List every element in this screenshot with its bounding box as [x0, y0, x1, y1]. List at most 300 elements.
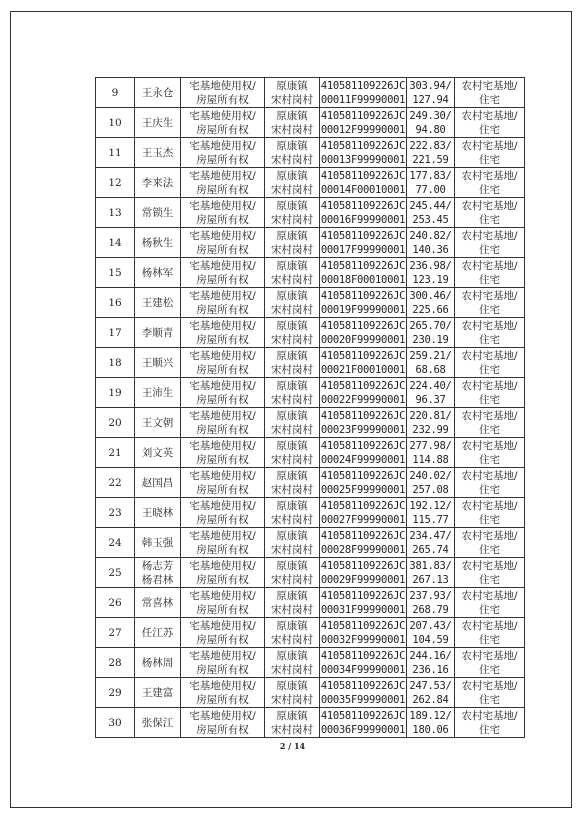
owner-name-cell — [135, 708, 181, 738]
location-cell — [265, 258, 320, 288]
table-row — [96, 138, 525, 168]
area-cell-line: 253.45 — [412, 213, 449, 226]
parcel-code-cell-line: 00014F00010001 — [320, 183, 406, 196]
right-type-cell-line: 宅基地使用权/ — [189, 289, 256, 302]
area-cell — [407, 108, 455, 138]
parcel-code-cell-line: 00034F99990001 — [320, 663, 406, 676]
parcel-code-cell-line: 00020F99990001 — [320, 333, 406, 346]
land-use-cell-line: 住宅 — [479, 483, 500, 496]
parcel-code-cell — [320, 78, 407, 108]
land-use-cell-line: 住宅 — [479, 213, 500, 226]
owner-name-cell — [135, 288, 181, 318]
location-cell-line: 原康镇 — [276, 169, 308, 182]
land-use-cell-line: 农村宅基地/ — [461, 559, 518, 572]
table-row — [96, 588, 525, 618]
location-cell-line: 原康镇 — [276, 349, 308, 362]
table-row — [96, 168, 525, 198]
parcel-code-cell — [320, 108, 407, 138]
right-type-cell-line: 宅基地使用权/ — [189, 679, 256, 692]
owner-name-cell-line: 王晓林 — [141, 506, 174, 519]
right-type-cell — [181, 228, 265, 258]
row-number-cell: 26 — [96, 588, 135, 618]
table-row — [96, 438, 525, 468]
parcel-code-cell-line: 00011F99990001 — [320, 93, 406, 106]
parcel-code-cell-line: 410581109226JC — [320, 439, 406, 452]
location-cell-line: 宋村岗村 — [271, 123, 313, 136]
owner-name-cell — [135, 138, 181, 168]
table-row — [96, 228, 525, 258]
table-row — [96, 558, 525, 588]
location-cell — [265, 408, 320, 438]
land-use-cell-line: 农村宅基地/ — [461, 679, 518, 692]
location-cell-line: 宋村岗村 — [271, 273, 313, 286]
right-type-cell-line: 宅基地使用权/ — [189, 319, 256, 332]
location-cell-line: 宋村岗村 — [271, 633, 313, 646]
right-type-cell — [181, 588, 265, 618]
parcel-code-cell — [320, 258, 407, 288]
land-use-cell — [455, 318, 525, 348]
owner-name-cell-line: 常喜林 — [141, 596, 174, 609]
right-type-cell — [181, 468, 265, 498]
parcel-code-cell-line: 410581109226JC — [320, 259, 406, 272]
owner-name-cell-line: 王建富 — [141, 686, 174, 699]
land-use-cell-line: 住宅 — [479, 723, 500, 736]
area-cell-line: 267.13 — [412, 573, 449, 586]
table-row — [96, 378, 525, 408]
right-type-cell-line: 宅基地使用权/ — [189, 139, 256, 152]
parcel-code-cell-line: 410581109226JC — [320, 169, 406, 182]
location-cell — [265, 198, 320, 228]
location-cell-line: 宋村岗村 — [271, 573, 313, 586]
owner-name-cell — [135, 588, 181, 618]
location-cell — [265, 108, 320, 138]
right-type-cell-line: 宅基地使用权/ — [189, 409, 256, 422]
row-number-cell: 10 — [96, 108, 135, 138]
parcel-code-cell — [320, 378, 407, 408]
right-type-cell-line: 宅基地使用权/ — [189, 439, 256, 452]
right-type-cell-line: 房屋所有权 — [196, 123, 249, 136]
land-use-cell-line: 农村宅基地/ — [461, 259, 518, 272]
area-cell-line: 381.83/ — [409, 559, 452, 572]
right-type-cell — [181, 678, 265, 708]
table-row — [96, 618, 525, 648]
right-type-cell-line: 房屋所有权 — [196, 393, 249, 406]
area-cell-line: 94.80 — [415, 123, 446, 136]
table-row — [96, 408, 525, 438]
location-cell-line: 原康镇 — [276, 409, 308, 422]
right-type-cell-line: 房屋所有权 — [196, 153, 249, 166]
parcel-code-cell-line: 410581109226JC — [320, 409, 406, 422]
land-use-cell — [455, 288, 525, 318]
land-use-cell-line: 住宅 — [479, 423, 500, 436]
table-row — [96, 708, 525, 738]
owner-name-cell — [135, 558, 181, 588]
owner-name-cell — [135, 228, 181, 258]
row-number-cell: 19 — [96, 378, 135, 408]
land-use-cell-line: 住宅 — [479, 663, 500, 676]
row-number-cell: 11 — [96, 138, 135, 168]
parcel-code-cell-line: 00017F99990001 — [320, 243, 406, 256]
land-use-cell — [455, 78, 525, 108]
area-cell-line: 96.37 — [415, 393, 446, 406]
area-cell-line: 225.66 — [412, 303, 449, 316]
land-use-cell-line: 住宅 — [479, 363, 500, 376]
area-cell — [407, 558, 455, 588]
row-number-cell: 24 — [96, 528, 135, 558]
area-cell — [407, 168, 455, 198]
right-type-cell-line: 房屋所有权 — [196, 483, 249, 496]
owner-name-cell-line: 赵国昌 — [141, 476, 174, 489]
right-type-cell — [181, 318, 265, 348]
area-cell-line: 140.36 — [412, 243, 449, 256]
location-cell — [265, 618, 320, 648]
right-type-cell-line: 宅基地使用权/ — [189, 649, 256, 662]
location-cell-line: 原康镇 — [276, 469, 308, 482]
owner-name-cell — [135, 258, 181, 288]
owner-name-cell — [135, 438, 181, 468]
owner-name-cell-line: 杨林军 — [141, 266, 174, 279]
parcel-code-cell-line: 410581109226JC — [320, 199, 406, 212]
parcel-code-cell — [320, 498, 407, 528]
right-type-cell-line: 宅基地使用权/ — [189, 199, 256, 212]
owner-name-cell-line: 王庆生 — [141, 116, 174, 129]
table-row — [96, 198, 525, 228]
area-cell-line: 237.93/ — [409, 589, 452, 602]
area-cell-line: 300.46/ — [409, 289, 452, 302]
parcel-code-cell-line: 00027F99990001 — [320, 513, 406, 526]
area-cell — [407, 588, 455, 618]
location-cell — [265, 228, 320, 258]
land-use-cell — [455, 618, 525, 648]
right-type-cell-line: 宅基地使用权/ — [189, 469, 256, 482]
land-use-cell-line: 住宅 — [479, 693, 500, 706]
owner-name-cell — [135, 678, 181, 708]
location-cell-line: 原康镇 — [276, 679, 308, 692]
parcel-code-cell-line: 00016F99990001 — [320, 213, 406, 226]
location-cell — [265, 678, 320, 708]
row-number-cell: 20 — [96, 408, 135, 438]
land-use-cell-line: 农村宅基地/ — [461, 289, 518, 302]
parcel-code-cell-line: 00035F99990001 — [320, 693, 406, 706]
row-number-cell: 23 — [96, 498, 135, 528]
location-cell-line: 宋村岗村 — [271, 213, 313, 226]
table-row — [96, 258, 525, 288]
land-use-cell — [455, 168, 525, 198]
land-use-cell-line: 农村宅基地/ — [461, 169, 518, 182]
parcel-code-cell — [320, 408, 407, 438]
parcel-code-cell-line: 410581109226JC — [320, 559, 406, 572]
parcel-code-cell — [320, 528, 407, 558]
parcel-code-cell-line: 00023F99990001 — [320, 423, 406, 436]
area-cell — [407, 468, 455, 498]
location-cell-line: 原康镇 — [276, 79, 308, 92]
land-use-cell — [455, 678, 525, 708]
area-cell-line: 262.84 — [412, 693, 449, 706]
area-cell — [407, 618, 455, 648]
location-cell — [265, 138, 320, 168]
land-use-cell-line: 住宅 — [479, 573, 500, 586]
land-use-cell-line: 农村宅基地/ — [461, 139, 518, 152]
land-use-cell — [455, 108, 525, 138]
land-use-cell — [455, 708, 525, 738]
right-type-cell-line: 房屋所有权 — [196, 333, 249, 346]
area-cell-line: 221.59 — [412, 153, 449, 166]
parcel-code-cell-line: 410581109226JC — [320, 709, 406, 722]
land-use-cell-line: 农村宅基地/ — [461, 469, 518, 482]
owner-name-cell-line: 杨志芳 — [141, 559, 174, 572]
location-cell — [265, 348, 320, 378]
right-type-cell — [181, 138, 265, 168]
right-type-cell — [181, 378, 265, 408]
land-use-cell-line: 住宅 — [479, 153, 500, 166]
parcel-code-cell-line: 410581109226JC — [320, 229, 406, 242]
location-cell-line: 宋村岗村 — [271, 543, 313, 556]
area-cell — [407, 288, 455, 318]
right-type-cell-line: 房屋所有权 — [196, 693, 249, 706]
right-type-cell-line: 房屋所有权 — [196, 363, 249, 376]
location-cell-line: 原康镇 — [276, 499, 308, 512]
area-cell-line: 240.82/ — [409, 229, 452, 242]
right-type-cell-line: 宅基地使用权/ — [189, 379, 256, 392]
parcel-code-cell-line: 410581109226JC — [320, 649, 406, 662]
parcel-code-cell-line: 410581109226JC — [320, 139, 406, 152]
location-cell-line: 原康镇 — [276, 379, 308, 392]
right-type-cell-line: 房屋所有权 — [196, 513, 249, 526]
parcel-code-cell-line: 410581109226JC — [320, 319, 406, 332]
land-use-cell — [455, 138, 525, 168]
area-cell-line: 104.59 — [412, 633, 449, 646]
page-number: 2 / 14 — [279, 741, 306, 751]
land-use-cell-line: 住宅 — [479, 453, 500, 466]
right-type-cell-line: 宅基地使用权/ — [189, 529, 256, 542]
location-cell-line: 原康镇 — [276, 139, 308, 152]
land-use-cell — [455, 378, 525, 408]
area-cell — [407, 198, 455, 228]
owner-name-cell — [135, 468, 181, 498]
parcel-code-cell-line: 410581109226JC — [320, 349, 406, 362]
parcel-code-cell — [320, 588, 407, 618]
land-use-cell — [455, 648, 525, 678]
right-type-cell-line: 宅基地使用权/ — [189, 79, 256, 92]
location-cell — [265, 528, 320, 558]
owner-name-cell-line: 常锁生 — [141, 206, 174, 219]
land-use-cell-line: 农村宅基地/ — [461, 349, 518, 362]
right-type-cell — [181, 438, 265, 468]
right-type-cell — [181, 498, 265, 528]
land-use-cell — [455, 408, 525, 438]
location-cell-line: 宋村岗村 — [271, 333, 313, 346]
owner-name-cell-line: 王顺兴 — [141, 356, 174, 369]
right-type-cell-line: 宅基地使用权/ — [189, 499, 256, 512]
right-type-cell — [181, 618, 265, 648]
right-type-cell-line: 宅基地使用权/ — [189, 229, 256, 242]
owner-name-cell — [135, 108, 181, 138]
owner-name-cell-line: 张保江 — [141, 716, 174, 729]
land-use-cell-line: 住宅 — [479, 543, 500, 556]
location-cell-line: 宋村岗村 — [271, 243, 313, 256]
right-type-cell — [181, 708, 265, 738]
land-use-cell-line: 农村宅基地/ — [461, 79, 518, 92]
location-cell-line: 原康镇 — [276, 289, 308, 302]
parcel-code-cell — [320, 288, 407, 318]
parcel-code-cell-line: 410581109226JC — [320, 109, 406, 122]
right-type-cell-line: 房屋所有权 — [196, 423, 249, 436]
land-use-cell-line: 住宅 — [479, 183, 500, 196]
right-type-cell-line: 宅基地使用权/ — [189, 559, 256, 572]
parcel-code-cell-line: 410581109226JC — [320, 79, 406, 92]
parcel-code-cell — [320, 558, 407, 588]
land-use-cell-line: 农村宅基地/ — [461, 229, 518, 242]
parcel-code-cell — [320, 708, 407, 738]
location-cell-line: 宋村岗村 — [271, 393, 313, 406]
area-cell-line: 77.00 — [415, 183, 446, 196]
parcel-code-cell-line: 00019F99990001 — [320, 303, 406, 316]
parcel-code-cell-line: 00032F99990001 — [320, 633, 406, 646]
owner-name-cell-line: 任江苏 — [141, 626, 174, 639]
area-cell — [407, 498, 455, 528]
location-cell — [265, 168, 320, 198]
parcel-code-cell-line: 410581109226JC — [320, 469, 406, 482]
land-use-cell-line: 农村宅基地/ — [461, 499, 518, 512]
location-cell-line: 原康镇 — [276, 709, 308, 722]
row-number-cell: 18 — [96, 348, 135, 378]
owner-name-cell — [135, 168, 181, 198]
area-cell-line: 68.68 — [415, 363, 446, 376]
parcel-code-cell-line: 410581109226JC — [320, 289, 406, 302]
location-cell — [265, 648, 320, 678]
owner-name-cell — [135, 348, 181, 378]
table-row — [96, 108, 525, 138]
parcel-code-cell — [320, 138, 407, 168]
parcel-code-cell-line: 410581109226JC — [320, 619, 406, 632]
right-type-cell — [181, 108, 265, 138]
row-number-cell: 14 — [96, 228, 135, 258]
land-use-cell — [455, 258, 525, 288]
land-use-cell-line: 住宅 — [479, 393, 500, 406]
owner-name-cell-line: 韩玉强 — [141, 536, 174, 549]
land-use-cell-line: 农村宅基地/ — [461, 439, 518, 452]
row-number-cell: 28 — [96, 648, 135, 678]
area-cell-line: 303.94/ — [409, 79, 452, 92]
land-use-cell — [455, 498, 525, 528]
right-type-cell-line: 房屋所有权 — [196, 603, 249, 616]
location-cell-line: 宋村岗村 — [271, 663, 313, 676]
location-cell-line: 宋村岗村 — [271, 693, 313, 706]
parcel-code-cell — [320, 618, 407, 648]
area-cell-line: 259.21/ — [409, 349, 452, 362]
location-cell-line: 宋村岗村 — [271, 153, 313, 166]
location-cell-line: 宋村岗村 — [271, 513, 313, 526]
land-use-cell-line: 住宅 — [479, 603, 500, 616]
owner-name-cell — [135, 528, 181, 558]
location-cell-line: 原康镇 — [276, 559, 308, 572]
right-type-cell — [181, 648, 265, 678]
right-type-cell-line: 房屋所有权 — [196, 453, 249, 466]
owner-name-cell-line: 李来法 — [141, 176, 174, 189]
land-use-cell-line: 住宅 — [479, 273, 500, 286]
land-use-cell — [455, 588, 525, 618]
area-cell — [407, 348, 455, 378]
area-cell-line: 236.16 — [412, 663, 449, 676]
table-row — [96, 78, 525, 108]
area-cell — [407, 708, 455, 738]
land-use-cell — [455, 438, 525, 468]
parcel-code-cell — [320, 648, 407, 678]
area-cell-line: 177.83/ — [409, 169, 452, 182]
land-use-cell-line: 住宅 — [479, 333, 500, 346]
parcel-code-cell-line: 00021F00010001 — [320, 363, 406, 376]
area-cell-line: 222.83/ — [409, 139, 452, 152]
location-cell-line: 宋村岗村 — [271, 603, 313, 616]
row-number-cell: 16 — [96, 288, 135, 318]
land-use-cell-line: 农村宅基地/ — [461, 199, 518, 212]
land-use-cell-line: 住宅 — [479, 243, 500, 256]
right-type-cell — [181, 408, 265, 438]
area-cell — [407, 378, 455, 408]
land-use-cell — [455, 468, 525, 498]
owner-name-cell-line: 杨秋生 — [141, 236, 174, 249]
owner-name-cell — [135, 378, 181, 408]
owner-name-cell — [135, 78, 181, 108]
right-type-cell — [181, 558, 265, 588]
parcel-code-cell-line: 00018F00010001 — [320, 273, 406, 286]
area-cell-line: 234.47/ — [409, 529, 452, 542]
parcel-code-cell-line: 00013F99990001 — [320, 153, 406, 166]
row-number-cell: 9 — [96, 78, 135, 108]
area-cell — [407, 438, 455, 468]
owner-name-cell — [135, 498, 181, 528]
owner-name-cell-line: 杨君林 — [141, 573, 174, 586]
table-row — [96, 288, 525, 318]
right-type-cell — [181, 348, 265, 378]
owner-name-cell-line: 王建松 — [141, 296, 174, 309]
location-cell-line: 原康镇 — [276, 619, 308, 632]
right-type-cell-line: 房屋所有权 — [196, 303, 249, 316]
area-cell-line: 265.74 — [412, 543, 449, 556]
land-use-cell-line: 农村宅基地/ — [461, 709, 518, 722]
location-cell — [265, 78, 320, 108]
owner-name-cell — [135, 648, 181, 678]
location-cell-line: 宋村岗村 — [271, 183, 313, 196]
row-number-cell: 27 — [96, 618, 135, 648]
parcel-code-cell-line: 00029F99990001 — [320, 573, 406, 586]
owner-name-cell — [135, 618, 181, 648]
land-use-cell-line: 住宅 — [479, 303, 500, 316]
right-type-cell-line: 宅基地使用权/ — [189, 589, 256, 602]
area-cell — [407, 318, 455, 348]
table-row — [96, 318, 525, 348]
parcel-code-cell-line: 00022F99990001 — [320, 393, 406, 406]
area-cell — [407, 408, 455, 438]
location-cell — [265, 708, 320, 738]
owner-name-cell-line: 王沛生 — [141, 386, 174, 399]
land-use-cell-line: 农村宅基地/ — [461, 379, 518, 392]
area-cell-line: 236.98/ — [409, 259, 452, 272]
area-cell-line: 115.77 — [412, 513, 449, 526]
area-cell-line: 180.06 — [412, 723, 449, 736]
table-row — [96, 348, 525, 378]
land-use-cell-line: 农村宅基地/ — [461, 589, 518, 602]
area-cell-line: 207.43/ — [409, 619, 452, 632]
table-row — [96, 678, 525, 708]
row-number-cell: 13 — [96, 198, 135, 228]
right-type-cell-line: 房屋所有权 — [196, 213, 249, 226]
area-cell — [407, 138, 455, 168]
right-type-cell-line: 宅基地使用权/ — [189, 259, 256, 272]
right-type-cell — [181, 198, 265, 228]
row-number-cell: 15 — [96, 258, 135, 288]
owner-name-cell-line: 杨林周 — [141, 656, 174, 669]
